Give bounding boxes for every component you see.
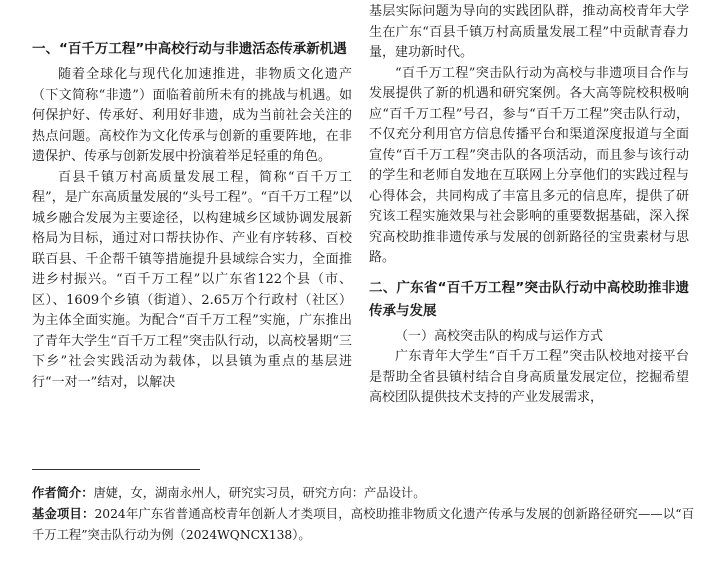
fund-text: 2024年广东省普通高校青年创新人才类项目，高校助推非物质文化遗产传承与发展的创新路径研究——以“百千万工程”突击队行动为例（2024WQNCX138）。	[32, 507, 694, 542]
fund-note	[32, 504, 694, 546]
footnote-rule	[32, 469, 200, 470]
subsection-heading: （一）高校突击队的构成与运作方式	[395, 328, 604, 344]
paragraph-continued: 基层实际问题为导向的实践团队群，推动高校青年大学生在广东“百县千镇万村高质量发展工程”中贡献青春力量，建功新时代。	[369, 4, 689, 60]
left-column	[32, 0, 352, 393]
paragraph-4: 广东青年大学生“百千万工程”突击队校地对接平台是帮助全省县镇村结合自身高质量发展定位，挖掘希望高校团队提供技术支持的产业发展需求，	[369, 349, 689, 405]
author-label: 作者简介：	[32, 486, 94, 500]
author-note	[32, 483, 694, 504]
paragraph-3: “百千万工程”突击队行动为高校与非遗项目合作与发展提供了新的机遇和研究案例。各大高等院校积极响应“百千万工程”号召，参与“百千万工程”突击队行动，不仅充分利用官方信息传播平台和渠道深度报道与全面宣传“百千万工程”突击队的各项活动，而且参与该行动的学生和老师自发地在互联网上分享他们的实践过程与心得体会，共同构成了丰富且多元的信息库，提供了研究该工程实施效果与社会影响的重要数据基础，深入探究高校助推非遗传承与发展的创新路径的宝贵素材与思路。	[369, 65, 689, 265]
paragraph-1: 随着全球化与现代化加速推进，非物质文化遗产（下文简称“非遗”）面临着前所未有的挑战与机遇。如何保护好、传承好、利用好非遗，成为当前社会关注的热点问题。高校作为文化传承与创新的重要阵地，在非遗保护、传承与创新发展中扮演着举足轻重的角色。	[32, 67, 352, 164]
section2-heading: 二、广东省“百千万工程”突击队行动中高校助推非遗传承与发展	[369, 279, 689, 319]
fund-label: 基金项目：	[32, 507, 95, 521]
paragraph-2: 百县千镇万村高质量发展工程，简称“百千万工程”，是广东高质量发展的“头号工程”。“百千万工程”以城乡融合发展为主要途径，以构建城乡区域协调发展新格局为目标，通过对口帮扶协作、产业有序转移、百校联百县、千企帮千镇等措施提升县域综合实力，全面推进乡村振兴。“百千万工程”以广东省122个县（市、区）、1609个乡镇（街道）、2.65万个行政村（社区）为主体全面实施。为配合“百千万工程”实施，广东推出了青年大学生“百千万工程”突击队行动，以高校暑期“三下乡”社会实践活动为载体，以县镇为重点的基层进行“一对一”结对，以解决	[32, 169, 352, 390]
section1-heading: 一、“百千万工程”中高校行动与非遗活态传承新机遇	[32, 41, 347, 57]
author-text: 唐婕，女，湖南永州人，研究实习员，研究方向：产品设计。	[93, 486, 426, 500]
footnotes	[32, 483, 694, 546]
right-column	[369, 0, 689, 409]
